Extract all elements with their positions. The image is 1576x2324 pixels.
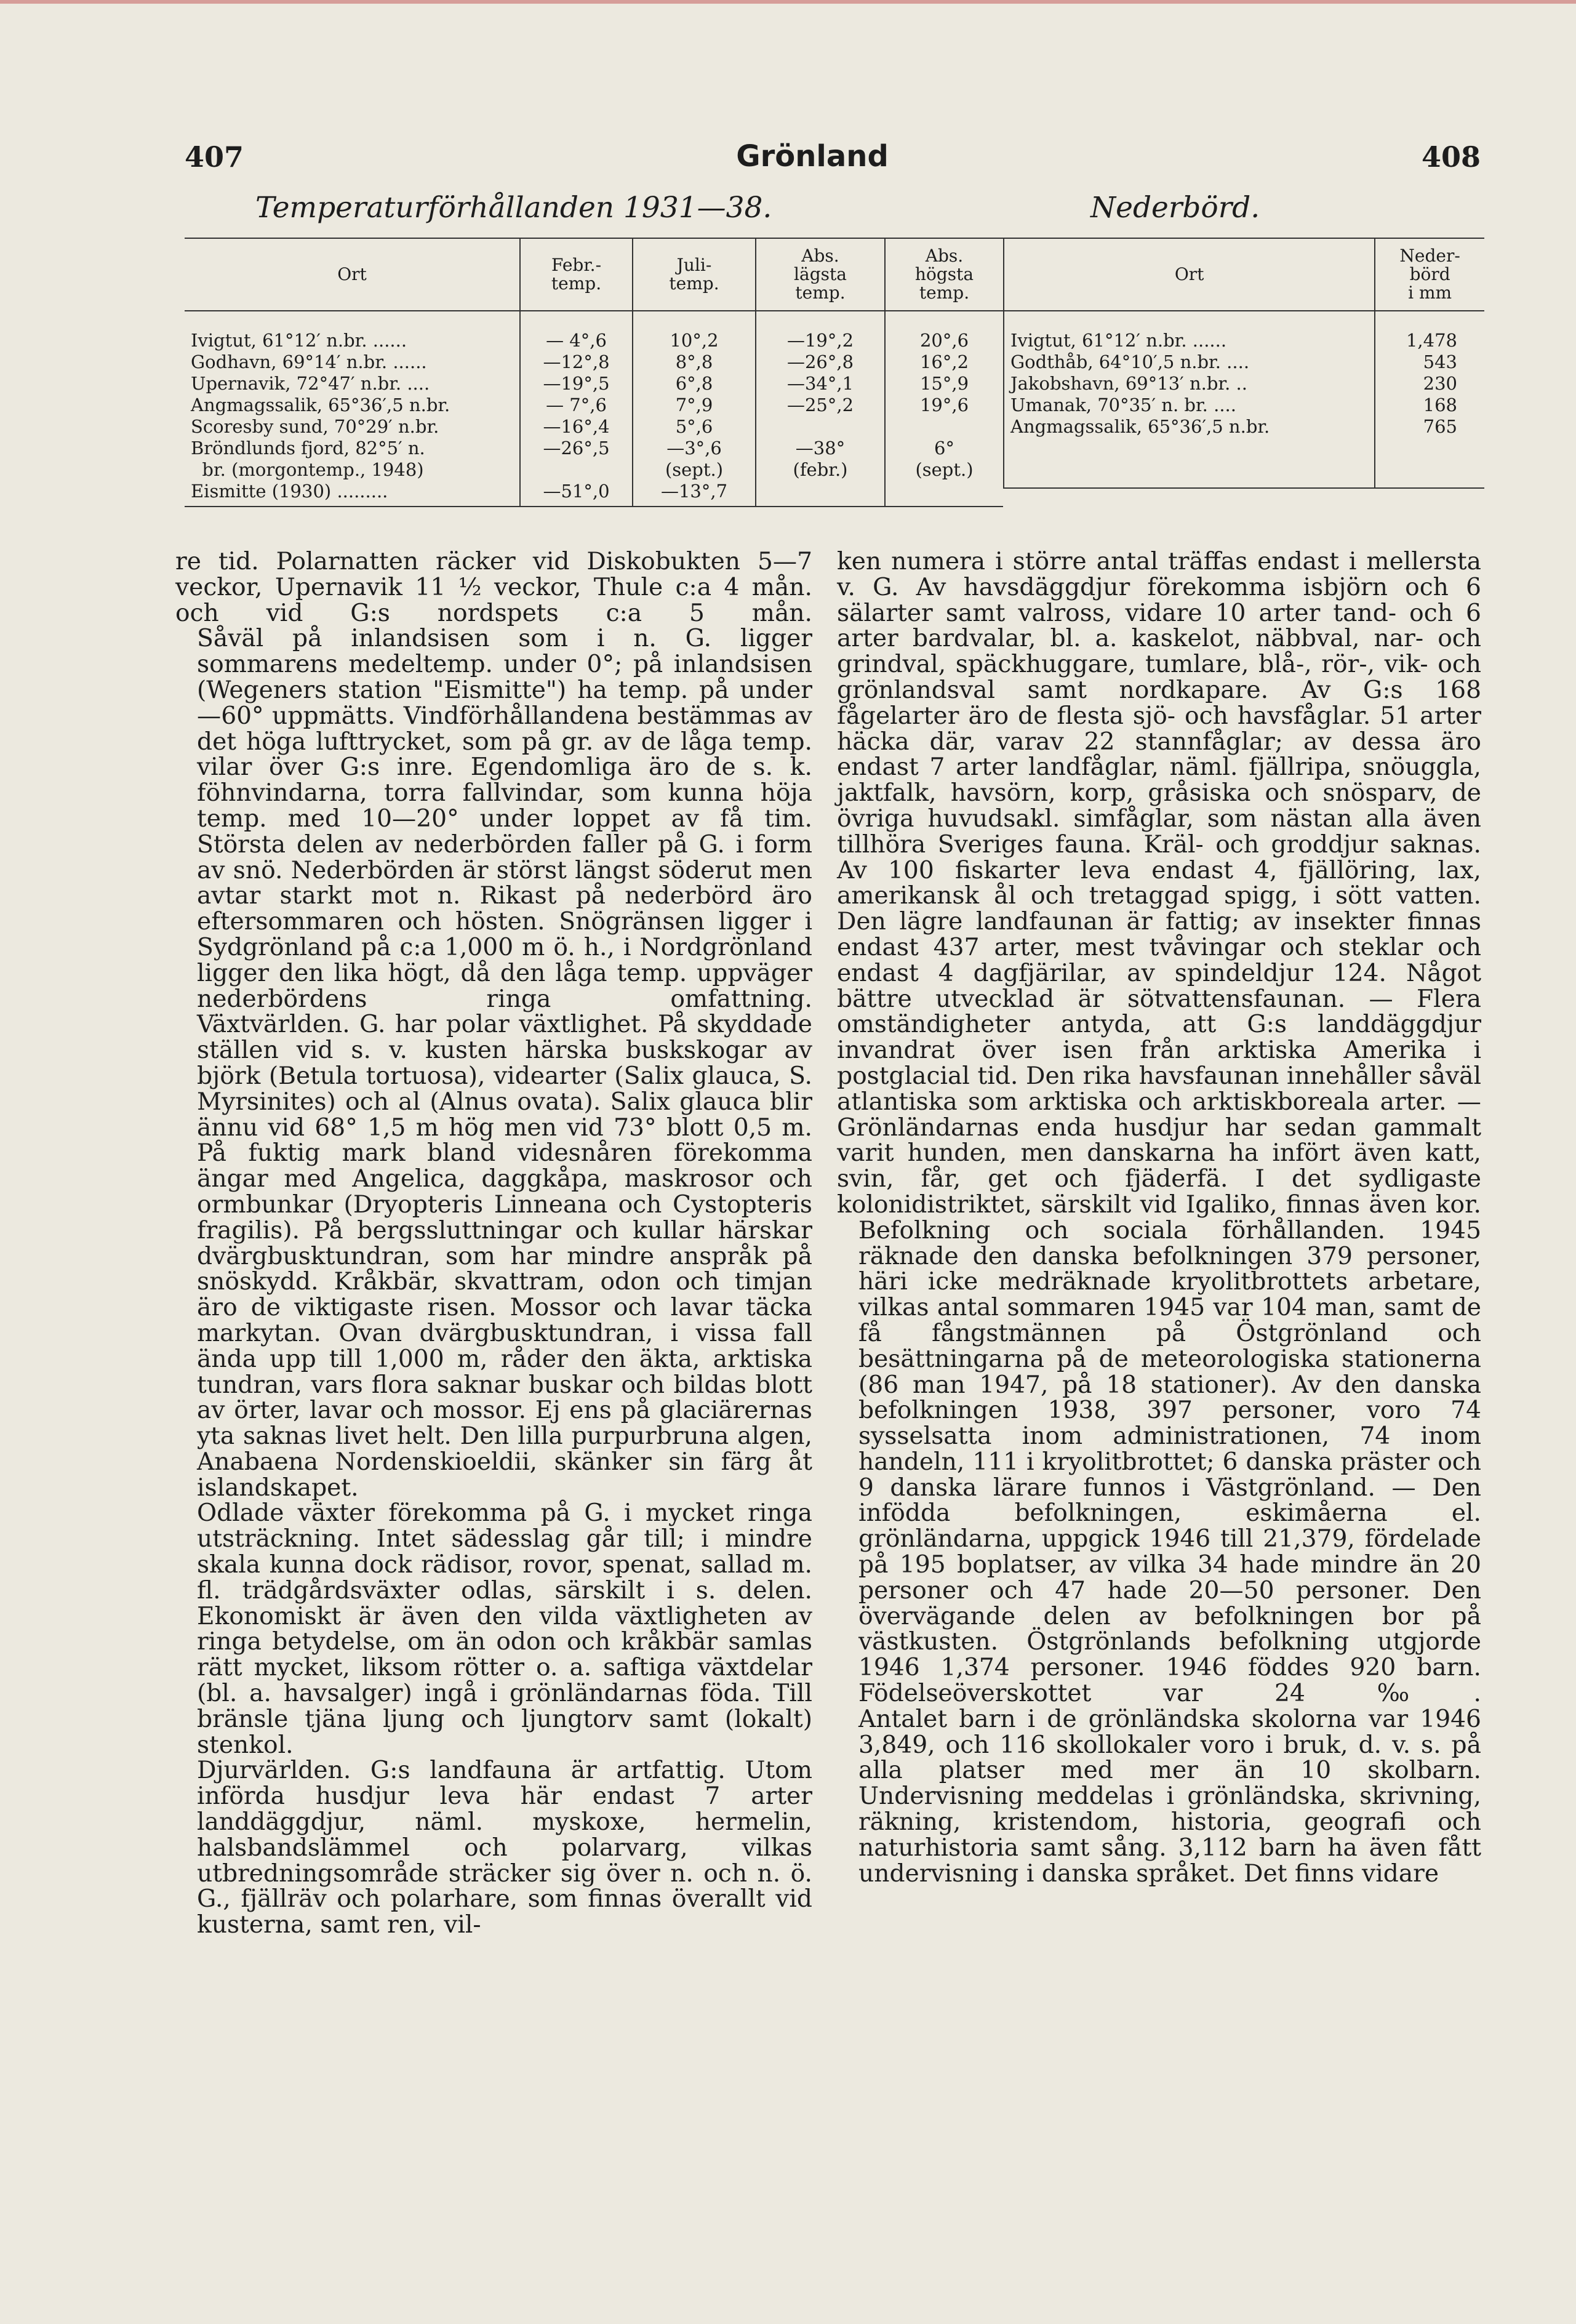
paragraph-vaxtvarlden: Växtvärlden. G. har polar växtlighet. På skyddade ställen vid s. v. kusten härska buskskogar av björk (Betula tortuosa), videarter (Salix glauca, S. Myrsinites) och al (Alnus ovata). Salix glauca blir ännu vid 68° 1,5 m hög men vid 73° blott 0,5 m. På fuktig mark bland videsnåren förekomma ängar med Angelica, daggkåpa, maskrosor och ormbunkar (Dryopteris Linneana och Cystopteris fragilis). På bergssluttningar och kullar härskar dvärgbusktundran, som har mindre anspråk på snöskydd. Kråkbär, skvattram, odon och timjan äro de viktigaste risen. Mossor och lavar täcka markytan. Ovan dvärgbusktundran, i vissa fall ända upp till 1,000 m, råder den äkta, arktiska tundran, vars flora saknar buskar och bildas blott av örter, lavar och mossor. Ej ens på glaciärernas yta saknas livet helt. Den lilla purpurbruna algen, Anabaena Nordenskioeldii, skänker sin färg åt islandskapet. xyxy=(197,1011,812,1502)
paragraph: re tid. Polarnatten räcker vid Diskobukten 5—7 veckor, Upernavik 11 ½ veckor, Thule c:a 4 mån. och vid G:s nordspets c:a 5 mån. xyxy=(175,548,812,627)
paragraph-befolkning: Befolkning och sociala förhållanden. 1945 räknade den danska befolkningen 379 personer, häri icke medräknade kryolitbrottets arbetare, vilkas antal sommaren 1945 var 104 man, samt de få fångstmännen på Östgrönland och besättningarna på de meteorologiska stationerna (86 man 1947, på 18 stationer). Av den danska befolkningen 1938, 397 personer, voro 74 sysselsatta inom administrationen, 74 inom handeln, 111 i kryolitbrottet; 6 danska präster och 9 danska lärare funnos i Västgrönland. — Den infödda befolkningen, eskimåerna el. grönländarna, uppgick 1946 till 21,379, fördelade på 195 boplatser, av vilka 34 hade mindre än 20 personer och 47 hade 20—50 personer. Den övervägande delen av befolkningen bor på västkusten. Östgrönlands befolkning utgjorde 1946 1,374 personer. 1946 föddes 920 barn. Födelseöverskottet var 24 ‰. xyxy=(858,1216,1481,1708)
paragraph: ken numera i större antal träffas endast i mellersta v. G. Av havsdäggdjur förekomma isbjörn och 6 sälarter samt valross, vidare 10 arter tand- och 6 arter bardvalar, bl. a. kaskelot, näbbval, nar- och grindval, späckhuggare, tumlare, blå-, rör-, vik- och grönlandsval samt nordkapare. Av G:s 168 fågelarter äro de flesta sjö- och havsfåglar. 51 arter häcka där, varav 22 stannfåglar; av dessa äro endast 7 arter landfåglar, näml. fjällripa, snöuggla, jaktfalk, havsörn, korp, gråsiska och snösparv, de övriga huvudsakl. simfåglar, som nästan alla även tillhöra Sveriges fauna. Kräl- och groddjur saknas. Av 100 fiskarter leva endast 4, fjällöring, lax, amerikansk ål och tretaggad spigg, i sött vatten. Den lägre landfaunan är fattig; av insekter finnas endast 437 arter, mest tvåvingar och steklar och endast 4 dagfjärilar, av spindeldjur 124. Något bättre utvecklad är sötvattensfaunan. — Flera omständigheter antyda, att G:s landdäggdjur invandrat över isen från arktiska Amerika i postglacial tid. Den rika havsfaunan innehåller såväl atlantiska som arktiska och arktiskboreala arter. — Grönländarnas enda husdjur har sedan gammalt varit hunden, men danskarna ha infört även katt, svin, får, get och fjäderfä. I det sydligaste kolonidistriktet, särskilt vid Igaliko, finnas även kor. xyxy=(837,548,1481,1219)
temperature-table-title: Temperaturförhållanden 1931—38. xyxy=(255,191,772,225)
paragraph: Antalet barn i de grönländska skolorna var 1946 3,849, och 116 skollokaler voro i bruk, d. v. s. på alla platser med mer än 10 skolbarn. Undervisning meddelas i grönländska, skrivning, räkning, kristendom, historia, geografi och naturhistoria samt sång. 3,112 barn ha även fått undervisning i danska språket. Det finns vidare xyxy=(858,1705,1481,1888)
header-ort-precip: Ort xyxy=(1004,238,1375,311)
temperature-jul-values: 10°,2 8°,8 6°,8 7°,9 5°,6 —3°,6 (sept.) —13°,7 xyxy=(633,311,756,507)
header-abs-high: Abs. högsta temp. xyxy=(885,238,1003,311)
precipitation-table xyxy=(1003,238,1484,489)
precipitation-places: Ivigtut, 61°12′ n.br. ...... Godthåb, 64°10′,5 n.br. .... Jakobshavn, 69°13′ n.br. .. Umanak, 70°35′ n. br. .... Angmagssalik, 65°36′,5 n.br. xyxy=(1004,311,1375,488)
header-precip-mm: Neder- börd i mm xyxy=(1375,238,1484,311)
temperature-high-values: 20°,6 16°,2 15°,9 19°,6 6° (sept.) xyxy=(915,330,974,480)
text-column-right xyxy=(837,549,1481,1886)
temperature-low-values: —19°,2 —26°,8 —34°,1 —25°,2 —38° (febr.) xyxy=(756,311,885,507)
paragraph: Såväl på inlandsisen som i n. G. ligger sommarens medeltemp. under 0°; på inlandsisen (Wegeners station "Eismitte") ha temp. på under —60° uppmätts. Vindförhållandena bestämmas av det höga lufttrycket, som på gr. av de låga temp. vilar över G:s inre. Egendomliga äro de s. k. föhnvindarna, torra fallvindar, som kunna höja temp. med 10—20° under loppet av få tim. Största delen av nederbörden faller på G. i form av snö. Nederbörden är störst längst söderut men avtar starkt mot n. Rikast på nederbörd äro eftersommaren och hösten. Snögränsen ligger i Sydgrönland på c:a 1,000 m ö. h., i Nordgrönland ligger den lika högt, då den låga temp. uppväger nederbördens ringa omfattning. xyxy=(197,625,812,1013)
header-jul-temp: Juli- temp. xyxy=(633,238,756,311)
precipitation-header-row xyxy=(1004,238,1484,311)
paragraph: Odlade växter förekomma på G. i mycket ringa utsträckning. Intet sädesslag går till; i mindre skala kunna dock rädisor, rovor, spenat, sallad m. fl. trädgårdsväxter odlas, särskilt i s. delen. Ekonomiskt är även den vilda växtligheten av ringa betydelse, om än odon och kråkbär samlas rätt mycket, liksom rötter o. a. saftiga växtdelar (bl. a. havsalger) ingå i grönländarnas föda. Till bränsle tjäna ljung och ljungtorv samt (lokalt) stenkol. xyxy=(197,1499,812,1759)
temperature-feb-values: — 4°,6 —12°,8 —19°,5 — 7°,6 —16°,4 —26°,5 —51°,0 xyxy=(520,311,633,507)
page-number-left: 407 xyxy=(185,140,244,174)
temperature-places: Ivigtut, 61°12′ n.br. ...... Godhavn, 69°14′ n.br. ...... Upernavik, 72°47′ n.br. .... Angmagssalik, 65°36′,5 n.br. Scoresby sund, 70°29′ n.br. Bröndlunds fjord, 82°5′ n. br. (morgontemp., 1948) Eismitte (1930) ......... xyxy=(185,311,520,507)
running-head-title: Grönland xyxy=(736,139,889,174)
precipitation-values: 1,478 543 230 168 765 xyxy=(1406,330,1457,437)
text-column-left xyxy=(175,549,812,1938)
temperature-body-row xyxy=(185,311,1003,507)
paragraph-djurvarlden: Djurvärlden. G:s landfauna är artfattig. Utom införda husdjur leva här endast 7 arter landdäggdjur, näml. myskoxe, hermelin, halsbandslämmel och polarvarg, vilkas utbredningsområde sträcker sig över n. och n. ö. G., fjällräv och polarhare, som finnas överallt vid kusterna, samt ren, vil- xyxy=(197,1757,812,1939)
page-edge-mark xyxy=(0,0,1576,4)
temperature-table xyxy=(185,238,1003,507)
temperature-header-row xyxy=(185,238,1003,311)
header-abs-low: Abs. lägsta temp. xyxy=(756,238,885,311)
header-ort: Ort xyxy=(185,238,520,311)
precipitation-table-title: Nederbörd. xyxy=(1090,191,1260,225)
precipitation-body-row xyxy=(1004,311,1484,488)
page-number-right: 408 xyxy=(1422,140,1481,174)
header-feb-temp: Febr.- temp. xyxy=(520,238,633,311)
